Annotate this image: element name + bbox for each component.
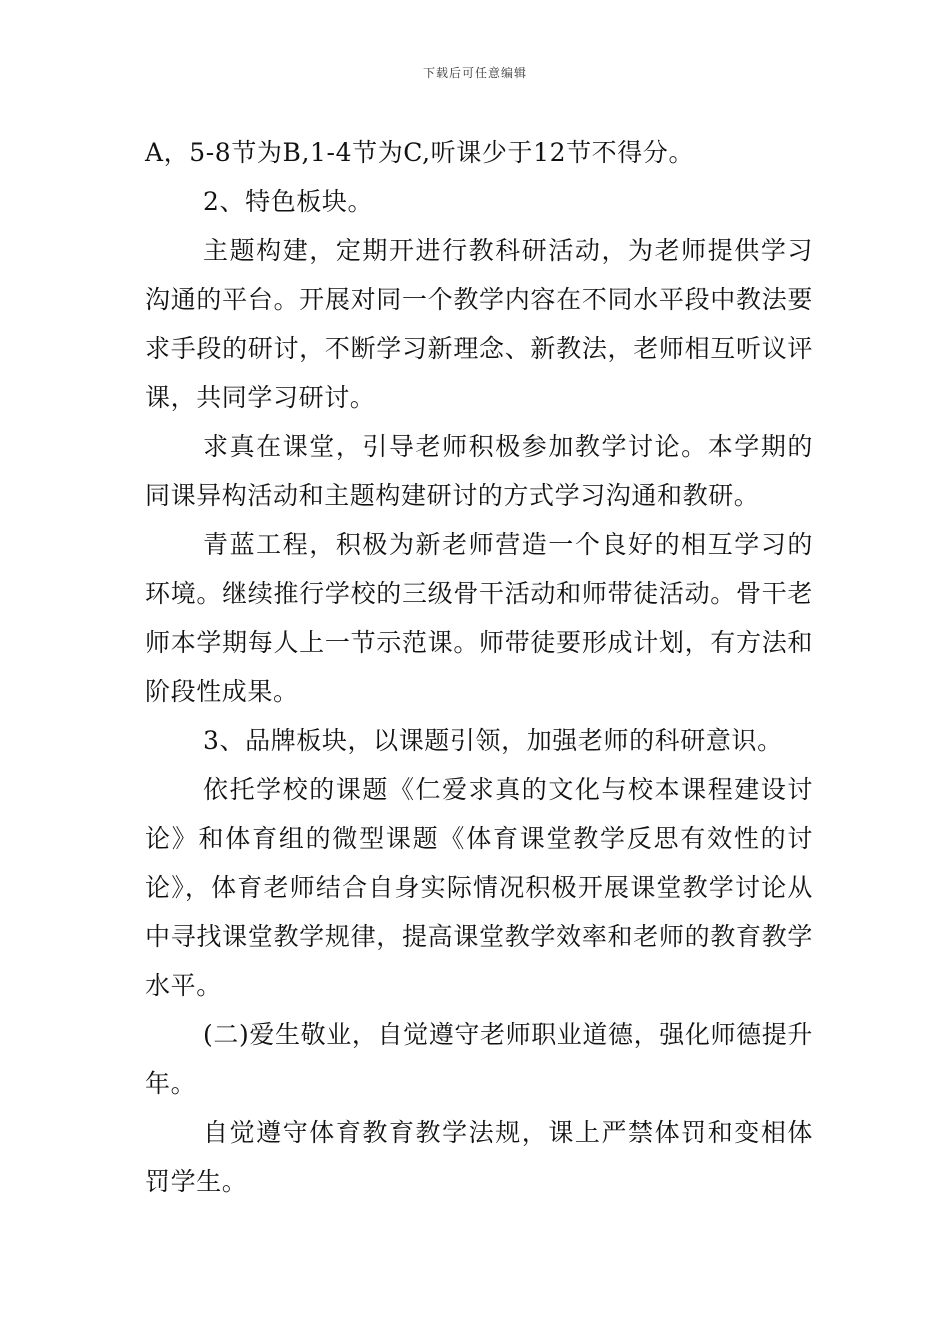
paragraph-8: (二)爱生敬业，自觉遵守老师职业道德，强化师德提升年。 — [145, 1020, 813, 1098]
document-body — [145, 128, 813, 1206]
paragraph-3: 主题构建，定期开进行教科研活动，为老师提供学习沟通的平台。开展对同一个教学内容在不同水平段中教法要求手段的研讨，不断学习新理念、新教法，老师相互听议评课，共同学习研讨。 — [145, 236, 813, 412]
page-header: 下载后可任意编辑 — [422, 66, 527, 80]
paragraph-1: A，5-8节为B,1-4节为C,听课少于12节不得分。 — [145, 138, 695, 167]
paragraph-5: 青蓝工程，积极为新老师营造一个良好的相互学习的环境。继续推行学校的三级骨干活动和师带徒活动。骨干老师本学期每人上一节示范课。师带徒要形成计划，有方法和阶段性成果。 — [145, 530, 813, 706]
paragraph-7: 依托学校的课题《仁爱求真的文化与校本课程建设讨论》和体育组的微型课题《体育课堂教学反思有效性的讨论》，体育老师结合自身实际情况积极开展课堂教学讨论从中寻找课堂教学规律，提高课堂教学效率和老师的教育教学水平。 — [145, 775, 813, 1000]
paragraph-6: 3、品牌板块，以课题引领，加强老师的科研意识。 — [203, 726, 783, 755]
paragraph-2: 2、特色板块。 — [203, 187, 374, 216]
paragraph-4: 求真在课堂，引导老师积极参加教学讨论。本学期的同课异构活动和主题构建研讨的方式学习沟通和教研。 — [145, 432, 813, 510]
paragraph-9: 自觉遵守体育教育教学法规，课上严禁体罚和变相体罚学生。 — [145, 1118, 813, 1196]
